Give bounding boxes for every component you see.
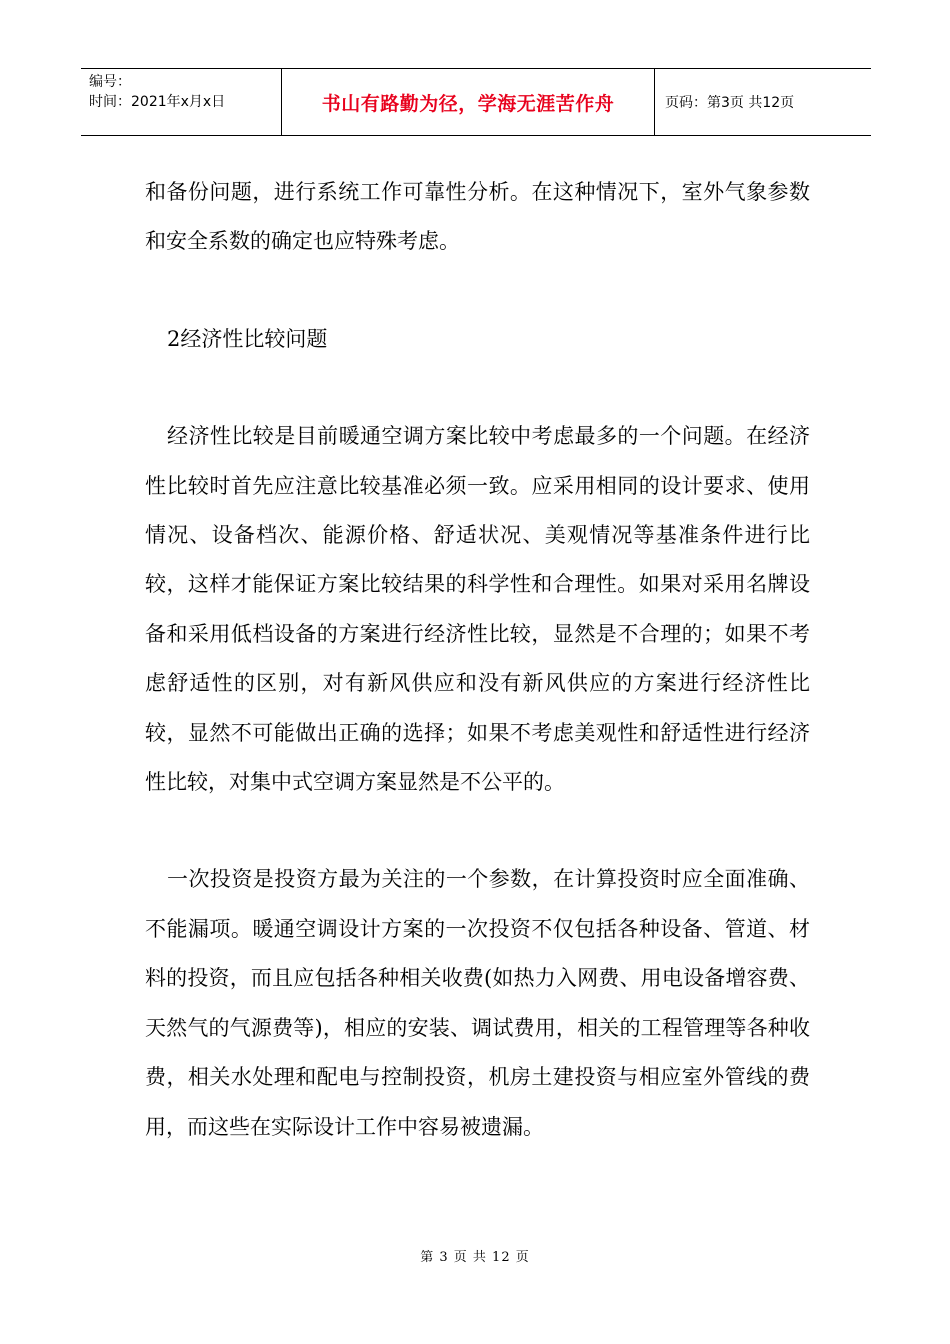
header-motto: 书山有路勤为径，学海无涯苦作舟 — [282, 69, 655, 135]
header-time-label: 时间：2021年x月x日 — [89, 94, 226, 110]
paragraph-gap — [145, 267, 810, 315]
page-footer: 第 3 页 共 12 页 — [420, 1250, 530, 1265]
paragraph-gap — [145, 807, 810, 855]
header-number-label: 编号： — [89, 74, 131, 90]
paragraph-continuation: 和备份问题，进行系统工作可靠性分析。在这种情况下，室外气象参数和安全系数的确定也应特殊考虑。 — [145, 180, 810, 254]
paragraph-initial-investment: 一次投资是投资方最为关注的一个参数，在计算投资时应全面准确、不能漏项。暖通空调设计方案的一次投资不仅包括各种设备、管道、材料的投资，而且应包括各种相关收费(如热力入网费、用电设备增容费、天然气的气源费等)，相应的安装、调试费用，相关的工程管理等各种收费，相关水处理和配电与控制投资，机房土建投资与相应室外管线的费用，而这些在实际设计工作中容易被遗漏。 — [145, 867, 810, 1139]
section-heading: 2经济性比较问题 — [167, 326, 328, 351]
header-meta — [81, 69, 282, 135]
paragraph-gap — [145, 364, 810, 412]
paragraph-economic-comparison: 经济性比较是目前暖通空调方案比较中考虑最多的一个问题。在经济性比较时首先应注意比较基准必须一致。应采用相同的设计要求、使用情况、设备档次、能源价格、舒适状况、美观情况等基准条件进行比较，这样才能保证方案比较结果的科学性和合理性。如果对采用名牌设备和采用低档设备的方案进行经济性比较，显然是不合理的；如果不考虑舒适性的区别，对有新风供应和没有新风供应的方案进行经济性比较，显然不可能做出正确的选择；如果不考虑美观性和舒适性进行经济性比较，对集中式空调方案显然是不公平的。 — [145, 424, 810, 795]
document-body — [145, 168, 810, 1152]
header-page-info: 页码：第3页 共12页 — [665, 95, 795, 111]
document-header — [81, 68, 871, 136]
